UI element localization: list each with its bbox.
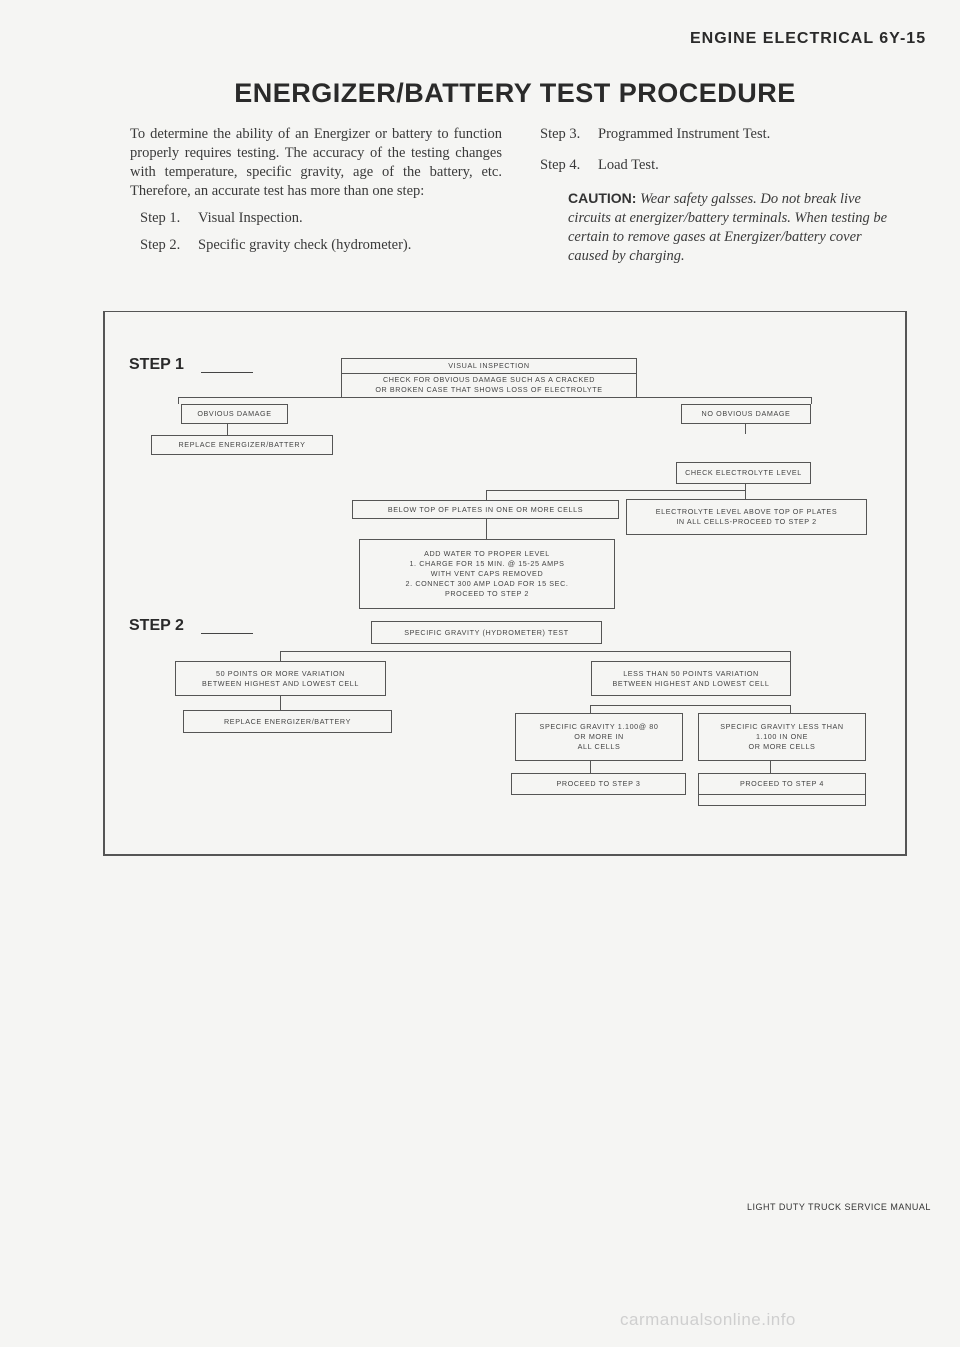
box-line: ALL CELLS	[577, 742, 621, 751]
box-line: 1. CHARGE FOR 15 MIN. @ 15-25 AMPS	[409, 559, 565, 568]
intro-paragraph: To determine the ability of an Energizer or battery to function properly requires testing. The accuracy of the testing changes with temperature, specific gravity, age of the battery, etc. Therefore, an accurate test has more than one step:	[130, 126, 502, 199]
intro-column	[130, 125, 502, 255]
box-line: SPECIFIC GRAVITY 1.100@ 80	[539, 722, 659, 731]
box-line: SPECIFIC GRAVITY LESS THAN	[720, 722, 844, 731]
box-line: CHECK FOR OBVIOUS DAMAGE SUCH AS A CRACKED	[382, 375, 596, 384]
replace-battery-box	[151, 435, 333, 455]
connector-line	[227, 424, 228, 435]
box-line: LESS THAN 50 POINTS VARIATION	[623, 668, 759, 678]
box-line: OR MORE IN	[574, 732, 624, 741]
box-divider	[699, 794, 865, 795]
fifty-points-or-more-box	[175, 661, 386, 696]
box-title: VISUAL INSPECTION	[448, 361, 530, 370]
proceed-step-3-box	[511, 773, 686, 795]
step-2-item	[130, 236, 502, 255]
visual-inspection-box	[341, 358, 637, 398]
proceed-step-4-box	[698, 773, 866, 806]
step-text: Visual Inspection.	[198, 210, 303, 226]
connector-line	[280, 651, 790, 652]
connector-line	[811, 397, 812, 404]
step-label: Step 3.	[540, 126, 581, 142]
caution-label: CAUTION:	[568, 190, 637, 206]
step-1-item	[130, 209, 502, 228]
step-text: Load Test.	[598, 157, 659, 173]
above-plates-box	[626, 499, 867, 535]
box-label: CHECK ELECTROLYTE LEVEL	[685, 468, 802, 477]
specific-gravity-high-box	[515, 713, 683, 761]
box-label: PROCEED TO STEP 4	[739, 779, 825, 788]
page-footer: LIGHT DUTY TRUCK SERVICE MANUAL	[747, 1202, 931, 1212]
running-header: ENGINE ELECTRICAL 6Y-15	[690, 30, 927, 47]
flowchart-frame	[103, 311, 907, 856]
connector-line	[790, 705, 791, 713]
step-2-rule	[201, 633, 253, 634]
specific-gravity-box	[371, 621, 602, 644]
connector-line	[590, 705, 790, 706]
box-label: REPLACE ENERGIZER/BATTERY	[224, 716, 351, 726]
step-label: Step 1.	[140, 210, 181, 226]
box-label: NO OBVIOUS DAMAGE	[701, 409, 791, 418]
caution-text: Wear safety galsses. Do not break live circuits at energizer/battery terminals. When testing be certain to remove gases at Energizer/battery cover caused by charging.	[568, 191, 888, 264]
box-line: OR MORE CELLS	[748, 742, 816, 751]
box-label: OBVIOUS DAMAGE	[197, 409, 272, 418]
right-column	[540, 125, 890, 266]
box-line: BETWEEN HIGHEST AND LOWEST CELL	[612, 678, 770, 688]
step-1-rule	[201, 372, 253, 373]
connector-line	[486, 490, 745, 491]
step-text: Programmed Instrument Test.	[598, 126, 771, 142]
step-1-label: STEP 1	[129, 356, 184, 373]
connector-line	[280, 696, 281, 710]
box-line: OR BROKEN CASE THAT SHOWS LOSS OF ELECTROLYTE	[375, 385, 603, 394]
box-label: PROCEED TO STEP 3	[556, 779, 641, 788]
connector-line	[178, 397, 179, 404]
below-plates-box	[352, 500, 619, 519]
box-line: 50 POINTS OR MORE VARIATION	[216, 668, 345, 678]
specific-gravity-low-box	[698, 713, 866, 761]
replace-battery-box-2	[183, 710, 392, 733]
add-water-box	[359, 539, 615, 609]
box-line: ADD WATER TO PROPER LEVEL	[424, 549, 550, 558]
step-label: Step 4.	[540, 157, 581, 173]
box-line: IN ALL CELLS-PROCEED TO STEP 2	[676, 517, 817, 526]
box-divider	[342, 373, 636, 374]
box-label: BELOW TOP OF PLATES IN ONE OR MORE CELLS	[387, 504, 584, 514]
step-3-item	[540, 125, 890, 144]
connector-line	[745, 484, 746, 499]
box-label: SPECIFIC GRAVITY (HYDROMETER) TEST	[404, 627, 569, 637]
caution-note	[540, 189, 890, 266]
connector-line	[590, 705, 591, 713]
connector-line	[745, 424, 746, 434]
connector-line	[486, 490, 487, 500]
box-line: PROCEED TO STEP 2	[444, 589, 530, 598]
box-line: ELECTROLYTE LEVEL ABOVE TOP OF PLATES	[655, 507, 838, 516]
connector-line	[280, 651, 281, 661]
connector-line	[790, 651, 791, 661]
step-label: Step 2.	[140, 237, 181, 253]
check-electrolyte-box	[676, 462, 811, 484]
page-title: ENERGIZER/BATTERY TEST PROCEDURE	[234, 78, 796, 108]
connector-line	[486, 519, 487, 539]
step-4-item	[540, 156, 890, 175]
box-line: WITH VENT CAPS REMOVED	[430, 569, 544, 578]
obvious-damage-box	[181, 404, 288, 424]
connector-line	[590, 761, 591, 773]
less-than-fifty-box	[591, 661, 791, 696]
box-line: BETWEEN HIGHEST AND LOWEST CELL	[202, 678, 359, 688]
box-label: REPLACE ENERGIZER/BATTERY	[178, 440, 306, 449]
no-obvious-damage-box	[681, 404, 811, 424]
watermark: carmanualsonline.info	[620, 1310, 796, 1329]
connector-line	[770, 761, 771, 773]
step-text: Specific gravity check (hydrometer).	[198, 237, 412, 253]
box-line: 1.100 IN ONE	[756, 732, 808, 741]
step-2-label: STEP 2	[129, 617, 184, 634]
box-line: 2. CONNECT 300 AMP LOAD FOR 15 SEC.	[405, 579, 569, 588]
